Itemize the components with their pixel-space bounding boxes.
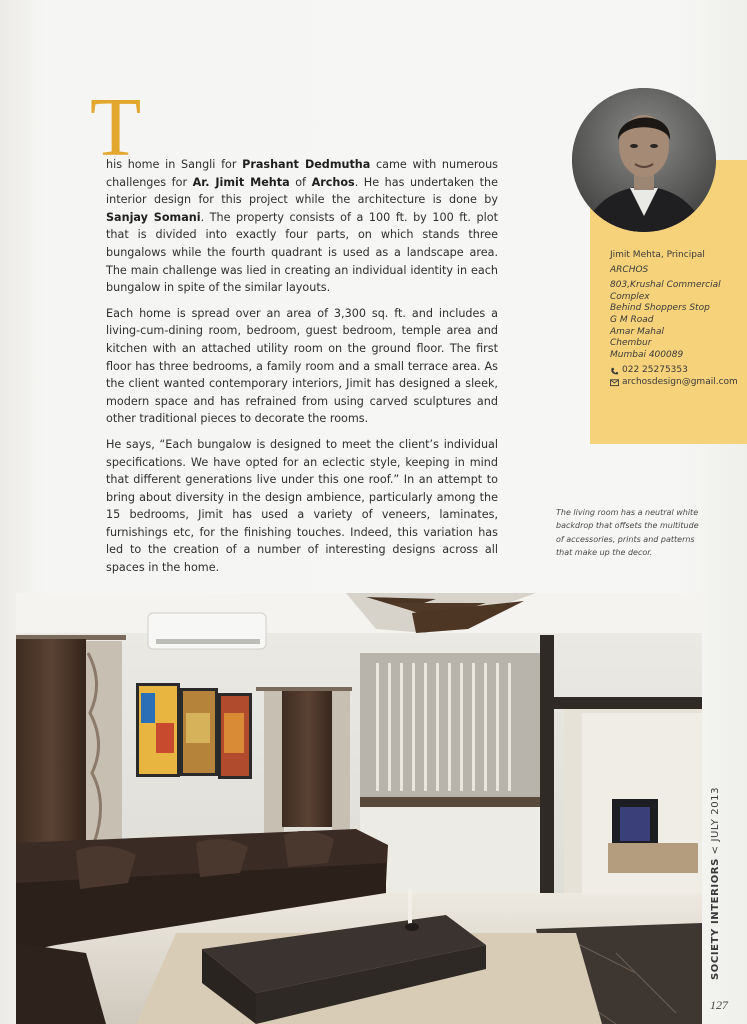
address-line: Chembur [610, 338, 652, 349]
architect-name: Sanjay Somani [106, 210, 201, 224]
magazine-footer-label [710, 780, 724, 980]
living-room-photo [16, 593, 702, 1024]
address-line: Amar Mahal [610, 326, 664, 337]
paragraph-2: Each home is spread over an area of 3,300 sq. ft. and includes a living-cum-dining room, bedroom, guest bedroom, temple area and kitchen with an attached utility room on the ground floor. The first floor has three bedrooms, a family room and a small terrace area. As the client wanted contemporary interiors, Jimit has designed a sleek, modern space and has refrained from using carved sculptures and other traditional pieces to decorate the rooms. [106, 306, 498, 426]
contact-phone: 022 25275353 [622, 365, 688, 376]
living-room-image [16, 593, 702, 1024]
contact-email-row [610, 377, 745, 389]
address-line: Mumbai 400089 [610, 349, 684, 360]
magazine-name: SOCIETY INTERIORS [710, 858, 721, 980]
photo-caption: The living room has a neutral white backdrop that offsets the multitude of accessories, prints and patterns that make up the decor. [556, 508, 699, 558]
envelope-icon [610, 378, 619, 387]
p1-text: his home in Sangli for [106, 158, 243, 171]
issue-date: JULY 2013 [710, 786, 721, 842]
contact-phone-row [610, 365, 745, 377]
p1-text: of [289, 175, 312, 189]
p1-text: came with numerous challenges for [106, 158, 498, 189]
contact-address [610, 280, 745, 361]
p1-text: . The property consists of a 100 ft. by 100 ft. plot that is divided into exactly four parts, on which stands three bungalows while the fourth quadrant is used as a landscape area. The main challenge was lied in creating an individual identity in each bungalow in spite of the similar layouts. [106, 210, 498, 295]
paragraph-3: He says, “Each bungalow is designed to meet the client’s individual specifications. We have opted for an eclectic style, keeping in mind that different generations live under this one roof.” In an attempt to bring about diversity in the design ambience, particularly among the 15 bedrooms, Jimit has used a variety of veneers, laminates, furnishings etc, for the finishing touches. Indeed, this variation has led to the creation of a number of interesting designs across all spaces in the home. [106, 437, 498, 575]
address-line: Complex [610, 291, 650, 302]
firm-name: Archos [311, 175, 355, 189]
client-name: Prashant Dedmutha [242, 158, 371, 171]
contact-name: Jimit Mehta, Principal [610, 250, 705, 260]
page-number: 127 [710, 998, 728, 1012]
drop-cap: T [90, 81, 142, 174]
contact-email[interactable]: archosdesign@gmail.com [622, 376, 738, 387]
address-line: G M Road [610, 314, 654, 325]
address-line: 803,Krushal Commercial [610, 280, 721, 291]
designer-portrait [572, 88, 716, 232]
address-line: Behind Shoppers Stop [610, 303, 710, 314]
portrait-image [572, 88, 716, 232]
contact-firm: ARCHOS [610, 264, 649, 275]
paragraph-1 [106, 156, 498, 297]
contact-details [610, 250, 745, 389]
designer-name: Ar. Jimit Mehta [192, 175, 290, 189]
article-body [106, 156, 498, 585]
phone-icon [610, 367, 619, 376]
footer-separator: < [710, 845, 721, 855]
p1-text: . He has undertaken the interior design for this project while the architecture is done by [106, 175, 498, 207]
